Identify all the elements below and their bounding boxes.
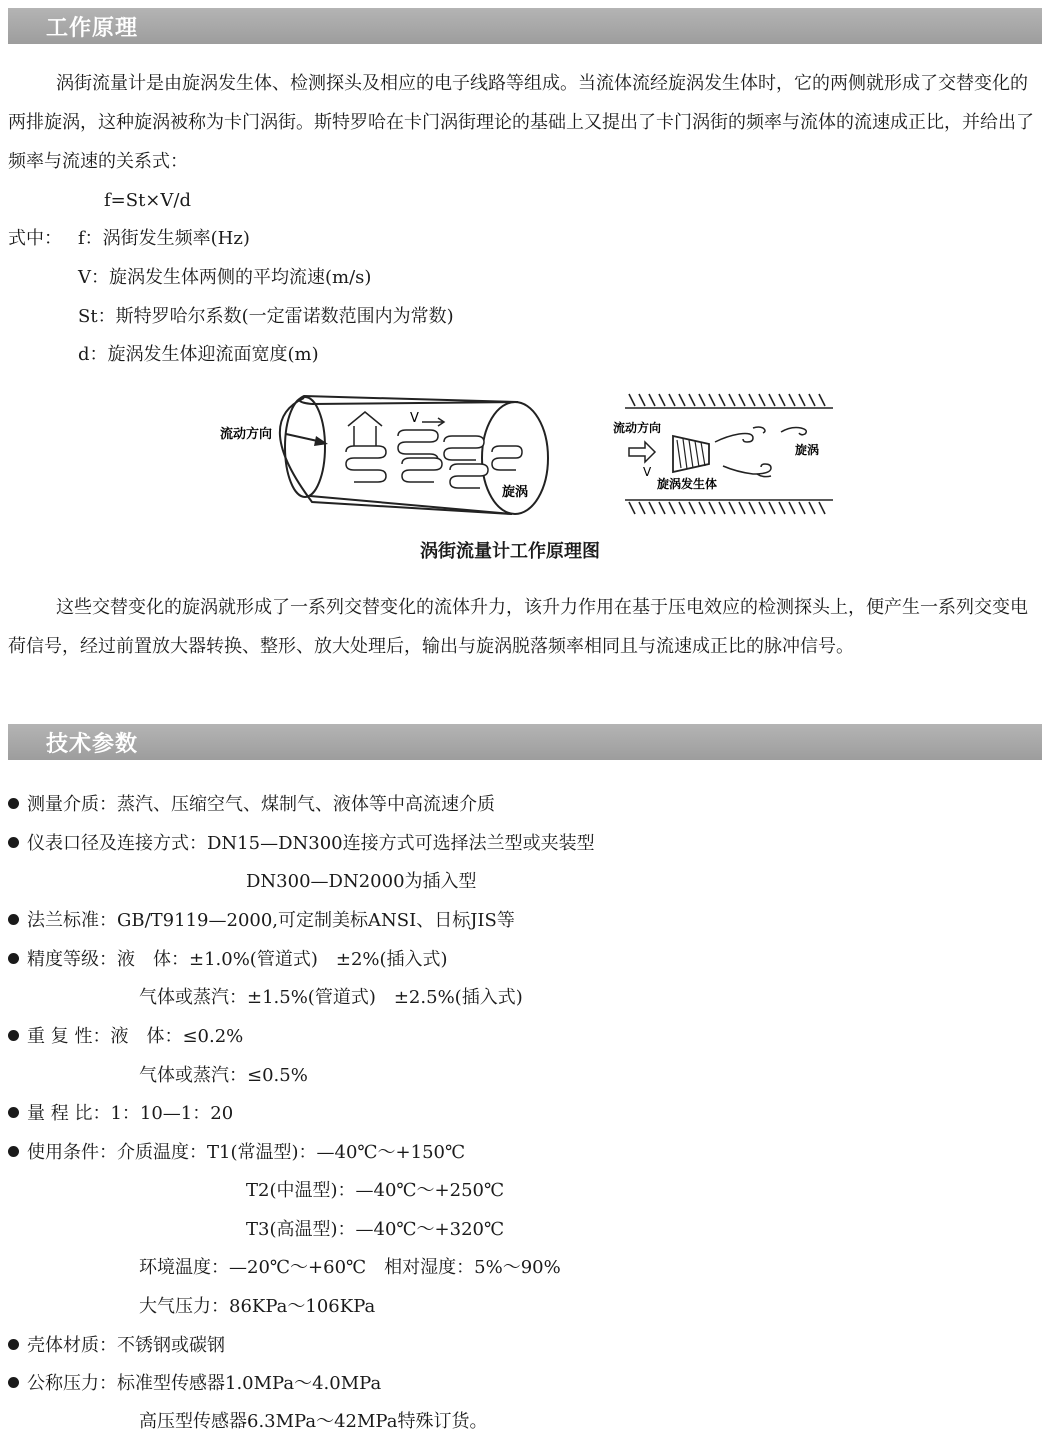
formula: f=St×V/d [104, 190, 191, 211]
param-accuracy: 精度等级：液 体：±1.0%(管道式) ±2%(插入式) [8, 946, 448, 974]
param-nominal-pressure: 公称压力：标准型传感器1.0MPa～4.0MPa [8, 1370, 381, 1398]
param-flange: 法兰标准：GB/T9119—2000,可定制美标ANSI、日标JIS等 [8, 907, 515, 935]
bullet-icon [8, 1146, 19, 1157]
bullet-icon [8, 837, 19, 848]
section-header-tech-params [8, 724, 1042, 760]
right-vortex-label: 旋涡 [795, 443, 820, 457]
param-repeatability: 重 复 性：液 体：≤0.2% [8, 1023, 243, 1051]
right-flow-label: 流动方向 [613, 421, 662, 435]
bullet-icon [8, 953, 19, 964]
signal-paragraph: 这些交替变化的旋涡就形成了一系列交替变化的流体升力，该升力作用在基于压电效应的检测探头上，便产生一系列交变电荷信号，经过前置放大器转换、整形、放大处理后，输出与旋涡脱落频率相同且与流速成正比的脉冲信号。 [8, 597, 1028, 657]
intro-paragraph: 涡街流量计是由旋涡发生体、检测探头及相应的电子线路等组成。当流体流经旋涡发生体时，它的两侧就形成了交替变化的两排旋涡，这种旋涡被称为卡门涡街。斯特罗哈在卡门涡街理论的基础上又提出了卡门涡街的频率与流体的流速成正比，并给出了频率与流速的关系式： [8, 73, 1034, 172]
var-d: d：旋涡发生体迎流面宽度(m) [78, 344, 319, 365]
pipe-diagram-left [212, 392, 557, 520]
left-vortex-label: 旋涡 [502, 485, 529, 500]
right-v-label: V [643, 465, 652, 479]
param-conditions-pressure: 大气压力：86KPa～106KPa [139, 1296, 376, 1317]
var-st: St：斯特罗哈尔系数(一定雷诺数范围内为常数) [78, 306, 454, 327]
param-diameter: 仪表口径及连接方式：DN15—DN300连接方式可选择法兰型或夹装型 [8, 830, 595, 858]
vortex-swirl-icons [715, 427, 806, 477]
flow-arrow-icon [629, 442, 655, 462]
param-medium: 测量介质：蒸汽、压缩空气、煤制气、液体等中高流速介质 [8, 791, 495, 819]
bullet-icon [8, 1030, 19, 1041]
bullet-icon [8, 1107, 19, 1118]
bullet-icon [8, 1339, 19, 1350]
bullet-icon [8, 914, 19, 925]
bullet-icon [8, 1377, 19, 1388]
where-label: 式中： [8, 228, 62, 249]
param-nominal-pressure-line2: 高压型传感器6.3MPa～42MPa特殊订货。 [139, 1411, 488, 1432]
param-conditions-t2: T2(中温型)：—40℃～+250℃ [246, 1180, 505, 1201]
param-repeatability-gas: 气体或蒸汽：≤0.5% [139, 1065, 308, 1086]
param-conditions-env: 环境温度：—20℃～+60℃ 相对湿度：5%～90% [139, 1257, 561, 1278]
left-v-label: V [410, 411, 419, 426]
section-title: 技术参数 [46, 732, 139, 757]
velocity-arrow-icon [422, 418, 444, 426]
var-f: f：涡街发生频率(Hz) [78, 228, 250, 249]
param-conditions: 使用条件：介质温度：T1(常温型)：—40℃～+150℃ [8, 1139, 465, 1167]
param-conditions-t3: T3(高温型)：—40℃～+320℃ [246, 1219, 505, 1240]
channel-diagram-right [605, 392, 837, 520]
var-v: V：旋涡发生体两侧的平均流速(m/s) [78, 267, 372, 288]
vortex-icons [346, 412, 522, 488]
param-accuracy-gas: 气体或蒸汽：±1.5%(管道式) ±2.5%(插入式) [139, 987, 523, 1008]
param-range: 量 程 比：1：10—1：20 [8, 1100, 233, 1128]
bullet-icon [8, 798, 19, 809]
right-body-label: 旋涡发生体 [657, 477, 718, 491]
section-header-working-principle [8, 8, 1042, 44]
diagram-caption: 涡街流量计工作原理图 [420, 541, 600, 562]
param-diameter-line2: DN300—DN2000为插入型 [246, 871, 477, 892]
section-title: 工作原理 [46, 16, 139, 41]
param-material: 壳体材质：不锈钢或碳钢 [8, 1332, 225, 1360]
left-flow-label: 流动方向 [220, 427, 273, 442]
